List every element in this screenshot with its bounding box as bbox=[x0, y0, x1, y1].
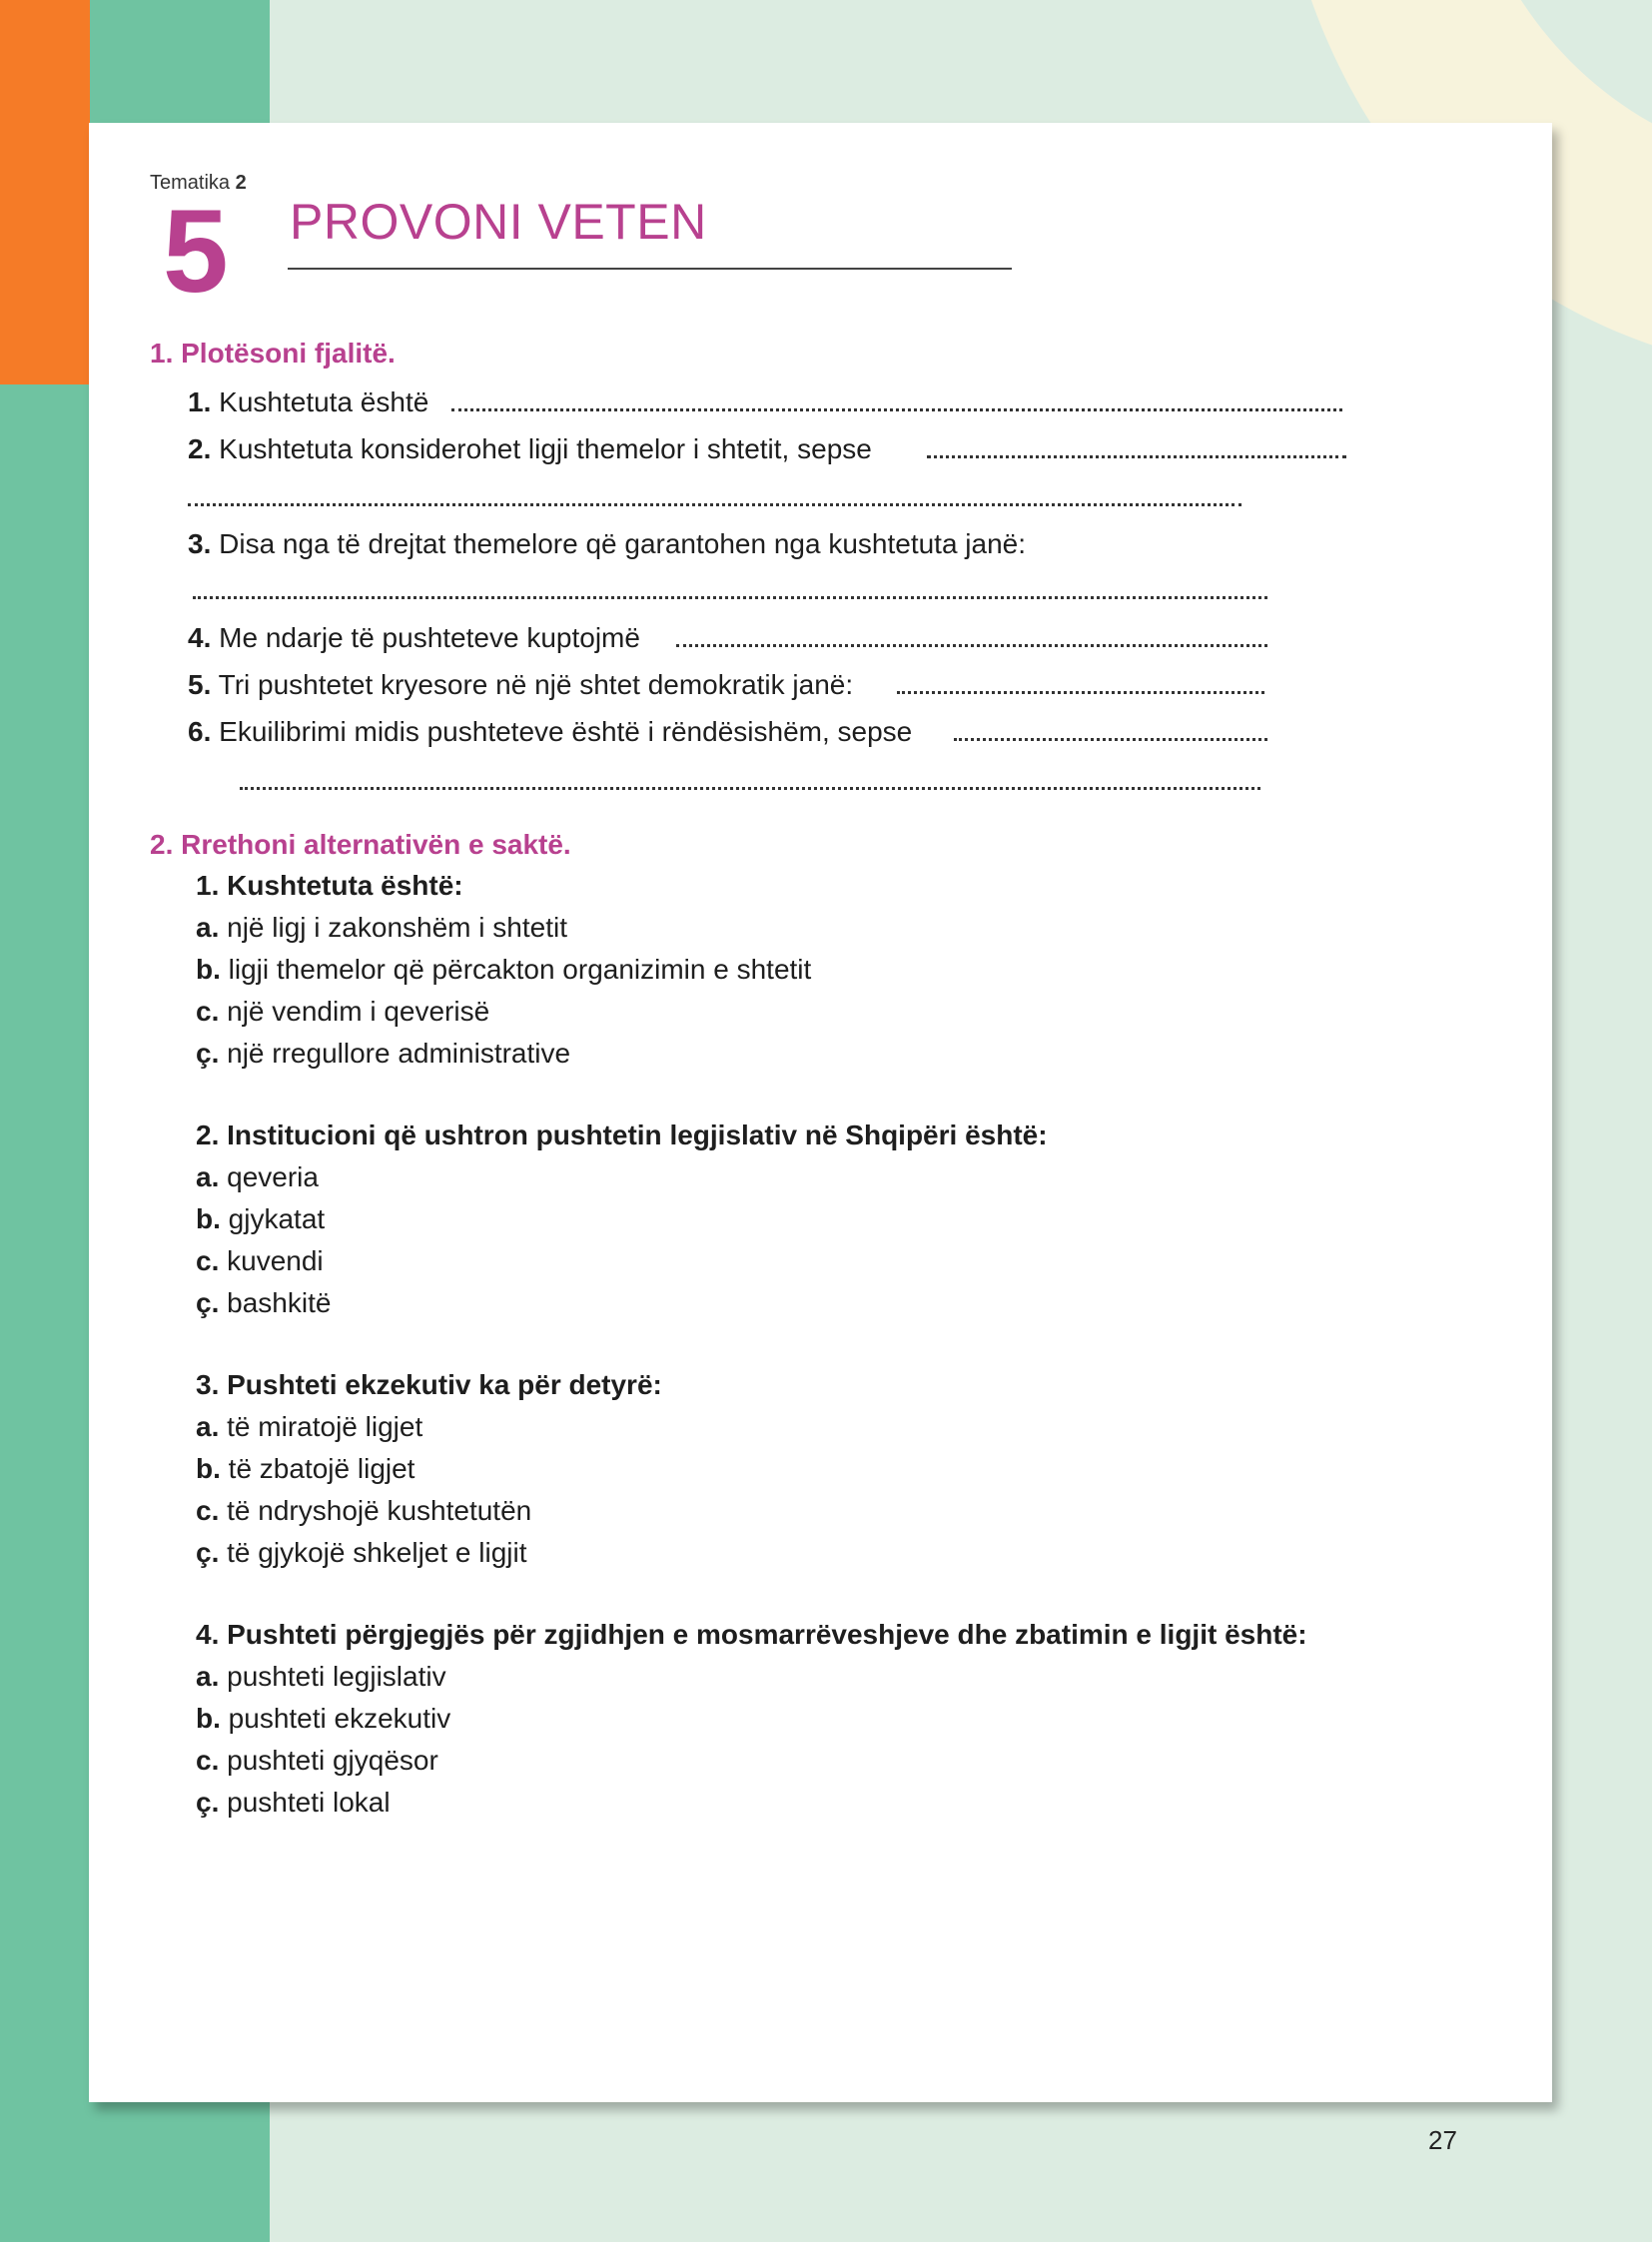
option-letter: b. bbox=[196, 954, 221, 985]
question-1-option-a[interactable] bbox=[196, 912, 567, 944]
fill-item-number: 2. bbox=[188, 433, 212, 464]
option-letter: b. bbox=[196, 1203, 221, 1234]
option-text: gjykatat bbox=[228, 1203, 326, 1234]
option-letter: c. bbox=[196, 1745, 220, 1776]
option-text: të miratojë ligjet bbox=[227, 1411, 423, 1442]
section1-heading: 1. Plotësoni fjalitë. bbox=[150, 338, 396, 369]
fill-item-5 bbox=[188, 668, 1346, 702]
fill-item-6 bbox=[188, 715, 1346, 749]
question-3-option-c[interactable] bbox=[196, 1495, 531, 1527]
option-text: bashkitë bbox=[227, 1287, 332, 1318]
option-text: qeveria bbox=[227, 1161, 319, 1192]
question-3-option-a[interactable] bbox=[196, 1411, 422, 1443]
question-4-option-a[interactable] bbox=[196, 1661, 446, 1693]
option-letter: ç. bbox=[196, 1038, 220, 1069]
fill-item-text: Tri pushtetet kryesore në një shtet demokratik janë: bbox=[218, 669, 854, 700]
question-3-option-ç[interactable] bbox=[196, 1537, 527, 1569]
option-letter: a. bbox=[196, 1411, 220, 1442]
fill-item-text: Disa nga të drejtat themelore që garantohen nga kushtetuta janë: bbox=[219, 528, 1027, 559]
option-letter: b. bbox=[196, 1703, 221, 1734]
question-1-option-b[interactable] bbox=[196, 954, 811, 986]
fill-item-number: 1. bbox=[188, 386, 212, 417]
option-text: një ligj i zakonshëm i shtetit bbox=[227, 912, 567, 943]
question-2: 2. Institucioni që ushtron pushtetin legjislativ në Shqipëri është: bbox=[196, 1120, 1048, 1150]
option-text: pushteti gjyqësor bbox=[227, 1745, 438, 1776]
section2-heading: 2. Rrethoni alternativën e saktë. bbox=[150, 829, 571, 860]
fill-item-text: Kushtetuta konsiderohet ligji themelor i shtetit, sepse bbox=[219, 433, 872, 464]
thematic-number: 2 bbox=[235, 172, 247, 194]
thematic-label-text: Tematika bbox=[150, 172, 231, 194]
option-letter: c. bbox=[196, 1245, 220, 1276]
lesson-number: 5 bbox=[163, 186, 229, 318]
question-2-option-c[interactable] bbox=[196, 1245, 324, 1277]
answer-blank-3[interactable] bbox=[193, 596, 1267, 599]
option-letter: c. bbox=[196, 1495, 220, 1526]
option-text: ligji themelor që përcakton organizimin e shtetit bbox=[228, 954, 812, 985]
answer-blank-2b[interactable] bbox=[188, 503, 1241, 506]
answer-blank-4[interactable] bbox=[676, 644, 1267, 647]
option-letter: ç. bbox=[196, 1787, 220, 1818]
answer-blank-5[interactable] bbox=[897, 691, 1264, 694]
answer-blank-6a[interactable] bbox=[954, 738, 1267, 741]
option-letter: c. bbox=[196, 996, 220, 1027]
page-number: 27 bbox=[1428, 2125, 1457, 2155]
option-text: pushteti legjislativ bbox=[227, 1661, 446, 1692]
question-1-option-ç[interactable] bbox=[196, 1038, 570, 1070]
option-text: pushteti ekzekutiv bbox=[228, 1703, 451, 1734]
fill-item-3 bbox=[188, 527, 1346, 561]
option-letter: ç. bbox=[196, 1287, 220, 1318]
option-letter: a. bbox=[196, 912, 220, 943]
option-letter: a. bbox=[196, 1161, 220, 1192]
title-underline bbox=[288, 268, 1012, 270]
fill-item-2 bbox=[188, 432, 1346, 466]
fill-item-1 bbox=[188, 385, 1346, 419]
option-text: kuvendi bbox=[227, 1245, 324, 1276]
question-4-option-b[interactable] bbox=[196, 1703, 450, 1735]
question-2-option-a[interactable] bbox=[196, 1161, 319, 1193]
fill-item-4 bbox=[188, 621, 1346, 655]
left-orange-strip bbox=[0, 0, 90, 384]
fill-item-number: 4. bbox=[188, 622, 212, 653]
fill-item-number: 3. bbox=[188, 528, 212, 559]
question-4: 4. Pushteti përgjegjës për zgjidhjen e mosmarrëveshjeve dhe zbatimin e ligjit është: bbox=[196, 1619, 1307, 1650]
option-text: të gjykojë shkeljet e ligjit bbox=[227, 1537, 527, 1568]
option-letter: a. bbox=[196, 1661, 220, 1692]
answer-blank-1[interactable] bbox=[451, 408, 1342, 411]
answer-blank-2a[interactable] bbox=[927, 455, 1346, 458]
fill-item-number: 5. bbox=[188, 669, 212, 700]
option-letter: ç. bbox=[196, 1537, 220, 1568]
option-letter: b. bbox=[196, 1453, 221, 1484]
question-3-option-b[interactable] bbox=[196, 1453, 414, 1485]
fill-item-text: Ekuilibrimi midis pushteteve është i rëndësishëm, sepse bbox=[219, 716, 913, 747]
option-text: një rregullore administrative bbox=[227, 1038, 571, 1069]
fill-item-text: Me ndarje të pushteteve kuptojmë bbox=[219, 622, 640, 653]
answer-blank-6b[interactable] bbox=[240, 787, 1260, 790]
option-text: të ndryshojë kushtetutën bbox=[227, 1495, 532, 1526]
question-4-option-c[interactable] bbox=[196, 1745, 438, 1777]
option-text: të zbatojë ligjet bbox=[228, 1453, 415, 1484]
option-text: pushteti lokal bbox=[227, 1787, 391, 1818]
fill-item-text: Kushtetuta është bbox=[219, 386, 429, 417]
question-1: 1. Kushtetuta është: bbox=[196, 870, 463, 901]
option-text: një vendim i qeverisë bbox=[227, 996, 490, 1027]
question-2-option-b[interactable] bbox=[196, 1203, 325, 1235]
question-2-option-ç[interactable] bbox=[196, 1287, 331, 1319]
question-1-option-c[interactable] bbox=[196, 996, 489, 1028]
question-3: 3. Pushteti ekzekutiv ka për detyrë: bbox=[196, 1369, 662, 1400]
fill-item-number: 6. bbox=[188, 716, 212, 747]
question-4-option-ç[interactable] bbox=[196, 1787, 391, 1819]
page-title: PROVONI VETEN bbox=[290, 194, 707, 250]
